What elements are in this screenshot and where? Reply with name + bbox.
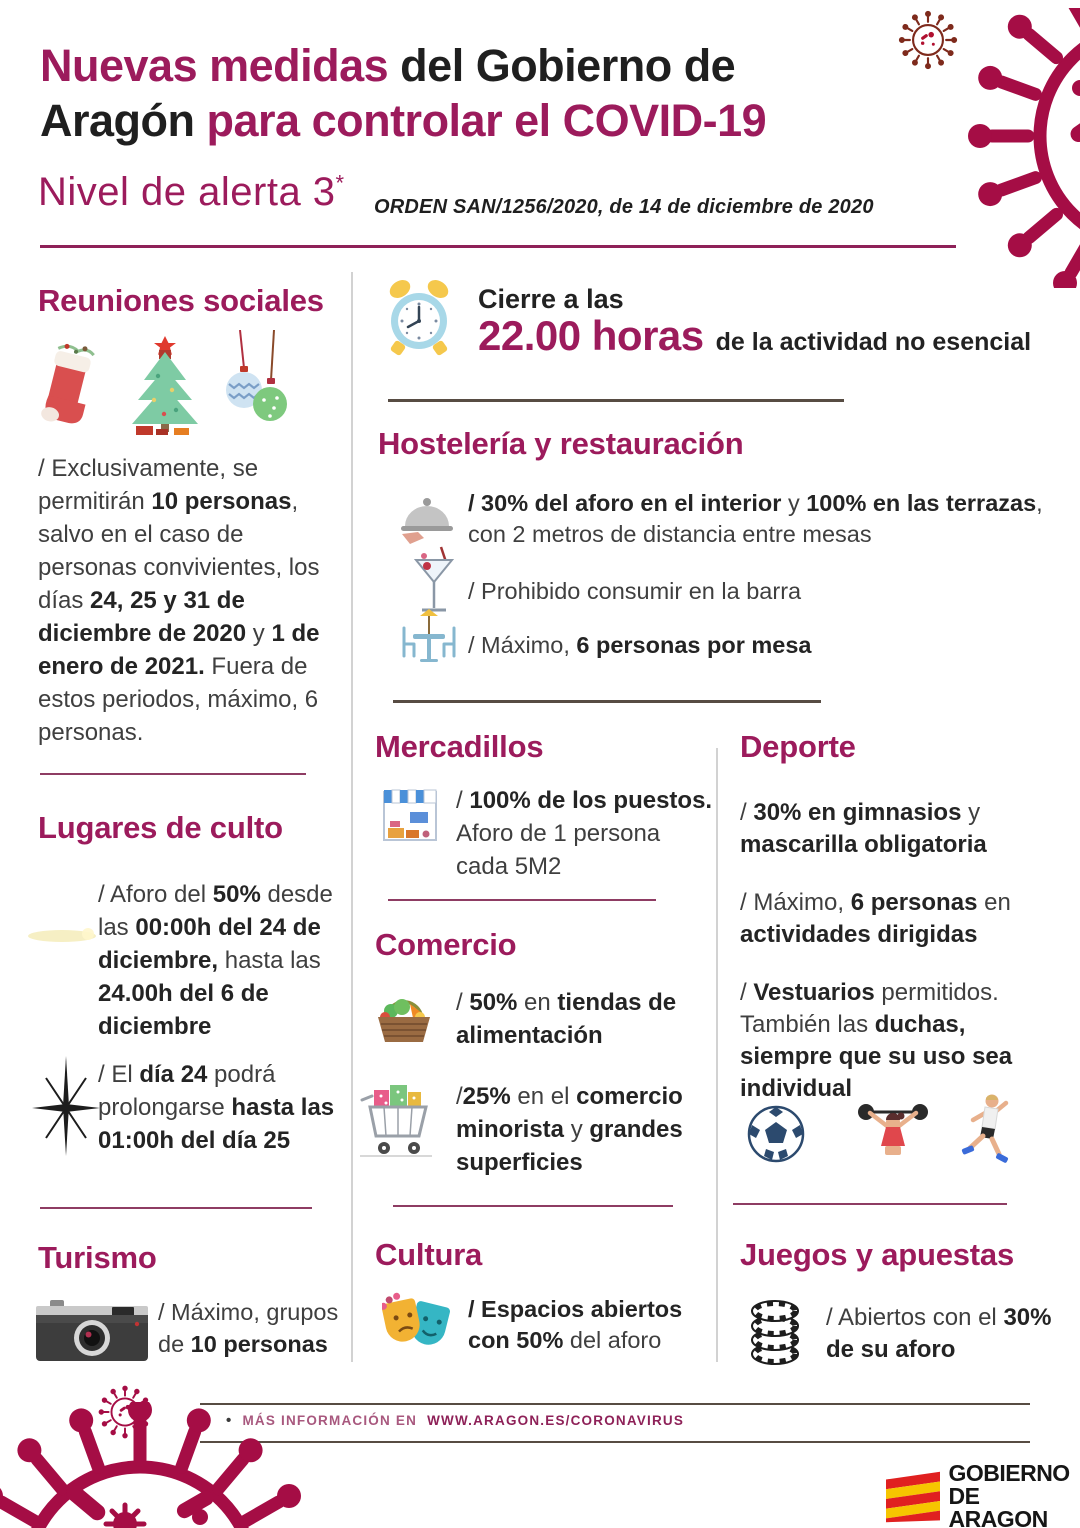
weightlifter-icon bbox=[854, 1096, 932, 1166]
comercio-item-1: / 50% en tiendas de alimentación bbox=[456, 989, 677, 1049]
camera-icon bbox=[36, 1298, 148, 1364]
section-title-juegos: Juegos y apuestas bbox=[740, 1237, 1014, 1272]
page-title-line1: Nuevas medidas del Gobierno de bbox=[40, 40, 736, 91]
page-title-line2: Aragón para controlar el COVID-19 bbox=[40, 95, 767, 146]
terrace-table-icon bbox=[396, 606, 462, 670]
footer-info-url[interactable]: WWW.ARAGON.ES/CORONAVIRUS bbox=[427, 1413, 685, 1428]
order-reference: ORDEN SAN/1256/2020, de 14 de diciembre de 2020 bbox=[374, 196, 874, 218]
section-title-deporte: Deporte bbox=[740, 729, 856, 764]
reuniones-text: / Exclusivamente, se permitirán 10 personas, salvo en el caso de personas convivientes, los días 24, 25 y 31 de diciembre de 2020 y 1 de enero de 2021. Fuera de estos periodos, máximo, 6 personas. bbox=[38, 455, 320, 746]
deporte-divider bbox=[733, 1203, 1007, 1205]
turismo-text: / Máximo, grupos de 10 personas bbox=[158, 1299, 339, 1357]
gobierno-aragon-logo bbox=[886, 1462, 1080, 1528]
juegos-text: / Abiertos con el 30% de su aforo bbox=[826, 1304, 1052, 1363]
hosteleria-divider bbox=[393, 700, 821, 703]
alert-asterisk: * bbox=[335, 170, 345, 196]
page-title bbox=[40, 38, 900, 148]
alarm-clock-icon bbox=[382, 276, 456, 358]
section-title-hosteleria: Hostelería y restauración bbox=[378, 426, 744, 461]
closure-rest: de la actividad no esencial bbox=[715, 328, 1032, 356]
deporte-item-3: / Vestuarios permitidos. También las duchas, siempre que su uso sea individual bbox=[740, 979, 1013, 1102]
grocery-basket-icon bbox=[372, 986, 436, 1048]
shopping-cart-icon bbox=[358, 1080, 436, 1162]
closure-line bbox=[478, 312, 1048, 360]
section-title-mercadillos: Mercadillos bbox=[375, 729, 544, 764]
footer-bullet: • bbox=[226, 1412, 233, 1429]
closure-divider bbox=[388, 399, 844, 402]
cloche-icon bbox=[398, 488, 456, 544]
lugares-item-1: / Aforo del 50% desde las 00:00h del 24 de diciembre, hasta las 24.00h del 6 de diciembre bbox=[98, 881, 333, 1040]
deporte-item-2: / Máximo, 6 personas en actividades dirigidas bbox=[740, 889, 1011, 948]
column-divider-left bbox=[351, 272, 353, 1362]
reuniones-divider bbox=[40, 773, 306, 775]
hosteleria-item-2: / Prohibido consumir en la barra bbox=[468, 578, 802, 604]
star-icon bbox=[32, 1056, 100, 1156]
theater-masks-icon bbox=[382, 1290, 452, 1360]
hosteleria-item-3: / Máximo, 6 personas por mesa bbox=[468, 632, 812, 658]
virus-large-icon bbox=[0, 1402, 345, 1528]
logo-line2: DE ARAGON bbox=[948, 1483, 1048, 1528]
column-divider-right bbox=[716, 748, 718, 1362]
market-stall-icon bbox=[382, 788, 438, 850]
header-divider bbox=[40, 245, 956, 248]
cultura-text: / Espacios abiertos con 50% del aforo bbox=[468, 1296, 683, 1353]
deporte-item-1: / 30% en gimnasios y mascarilla obligatoria bbox=[740, 799, 987, 858]
ornaments-icon bbox=[220, 330, 292, 434]
comercio-divider bbox=[393, 1205, 673, 1207]
section-title-turismo: Turismo bbox=[38, 1240, 157, 1275]
mercadillos-text: / 100% de los puestos. Aforo de 1 persona cada 5M2 bbox=[456, 787, 713, 880]
lugares-item-2: / El día 24 podrá prolongarse hasta las 01:00h del día 25 bbox=[98, 1061, 335, 1154]
closure-intro: Cierre a las bbox=[478, 284, 624, 314]
closure-time: 22.00 horas bbox=[478, 312, 704, 359]
stocking-icon bbox=[36, 334, 102, 436]
section-title-lugares: Lugares de culto bbox=[38, 810, 283, 845]
logo-text bbox=[948, 1462, 1080, 1528]
christmas-tree-icon bbox=[126, 334, 204, 436]
lugares-divider bbox=[40, 1207, 312, 1209]
logo-line1: GOBIERNO bbox=[948, 1460, 1070, 1486]
section-title-cultura: Cultura bbox=[375, 1237, 483, 1272]
candle-icon bbox=[26, 922, 98, 950]
poker-chips-icon bbox=[746, 1296, 804, 1368]
mercadillos-divider bbox=[388, 899, 656, 901]
runner-icon bbox=[960, 1092, 1014, 1170]
section-title-comercio: Comercio bbox=[375, 927, 517, 962]
footer-info-label: MÁS INFORMACIÓN EN bbox=[242, 1413, 418, 1428]
aragon-flag-icon bbox=[886, 1471, 940, 1523]
soccer-ball-icon bbox=[746, 1104, 806, 1164]
comercio-item-2: /25% en el comercio minorista y grandes superficies bbox=[456, 1083, 683, 1176]
alert-level: Nivel de alerta 3* bbox=[38, 170, 345, 214]
section-title-reuniones: Reuniones sociales bbox=[38, 283, 324, 318]
hosteleria-item-1: / 30% del aforo en el interior y 100% en las terrazas, con 2 metros de distancia entre mesas bbox=[468, 490, 1043, 547]
